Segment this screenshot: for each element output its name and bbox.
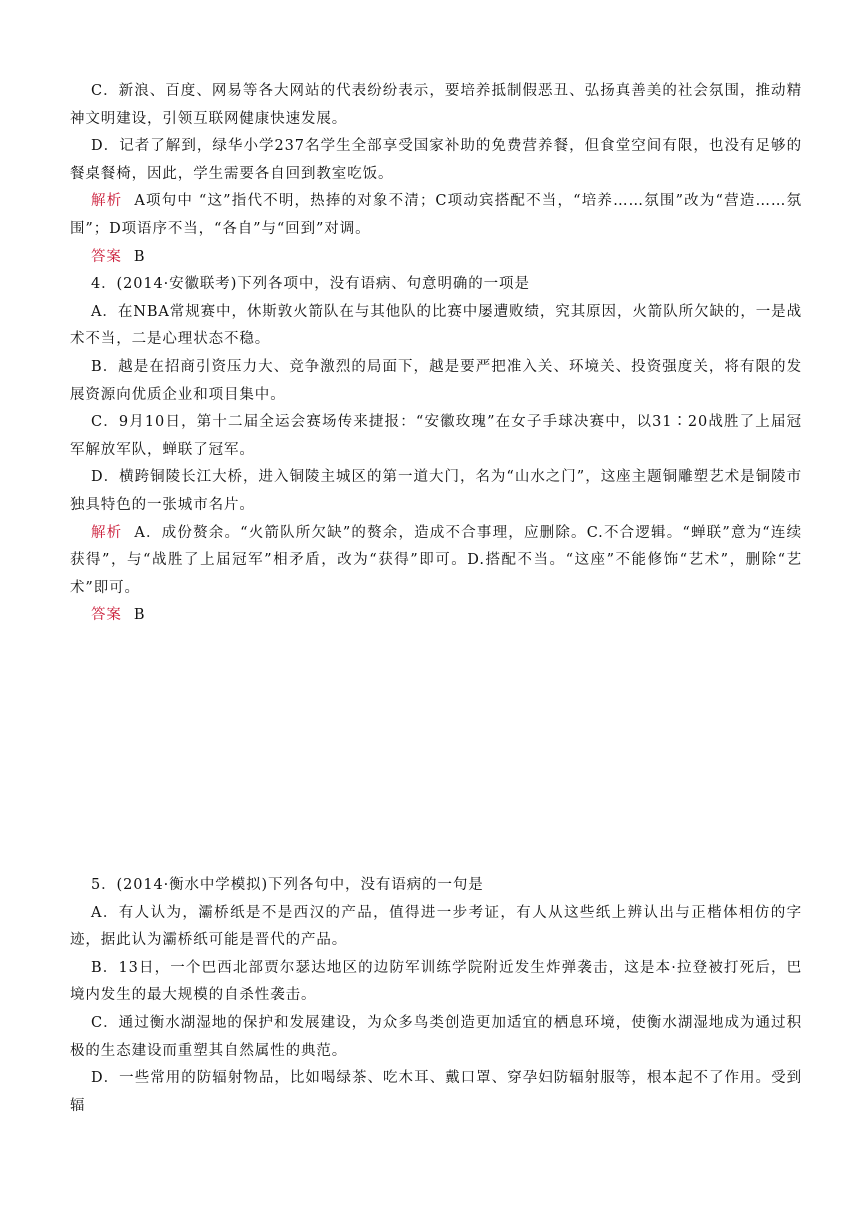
q4-analysis <box>70 520 802 603</box>
q3-analysis <box>70 188 802 243</box>
q4-option-b: B．越是在招商引资压力大、竞争激烈的局面下，越是要严把准入关、环境关、投资强度关，将有限的发展资源向优质企业和项目集中。 <box>70 358 802 403</box>
q4-answer-value: B <box>133 607 146 624</box>
lower-section <box>70 872 802 1120</box>
q3-answer-value: B <box>133 248 146 265</box>
q3-option-d: D．记者了解到，绿华小学237名学生全部享受国家补助的免费营养餐，但食堂空间有限，也没有足够的餐桌餐椅，因此，学生需要各自回到教室吃饭。 <box>70 138 802 182</box>
q5-option-c: C．通过衡水湖湿地的保护和发展建设，为众多鸟类创造更加适宜的栖息环境，使衡水湖湿地成为通过积极的生态建设而重塑其自然属性的典范。 <box>70 1014 802 1059</box>
q5-option-d: D．一些常用的防辐射物品，比如喝绿茶、吃木耳、戴口罩、穿孕妇防辐射服等，根本起不了作用。受到辐 <box>70 1070 802 1114</box>
q3-answer <box>70 244 802 272</box>
q4-answer-label: 答案 <box>91 607 122 624</box>
q3-analysis-label: 解析 <box>91 193 123 210</box>
q3-answer-label: 答案 <box>91 248 122 265</box>
upper-section <box>70 78 802 630</box>
q4-analysis-text: A．成份赘余。“火箭队所欠缺”的赘余，造成不合事理，应删除。C.不合逻辑。“蝉联”意为“连续获得”，与“战胜了上届冠军”相矛盾，改为“获得”即可。D.搭配不当。“这座”不能修饰“艺术”，删除“艺术”即可。 <box>70 524 802 596</box>
q3-analysis-text: A项句中 “这”指代不明，热捧的对象不清；C项动宾搭配不当，“培养……氛围”改为“营造……氛围”；D项语序不当，“各自”与“回到”对调。 <box>70 193 802 237</box>
q4-analysis-label: 解析 <box>91 524 123 541</box>
q5-stem: 5．(2014·衡水中学模拟)下列各句中，没有语病的一句是 <box>91 877 484 893</box>
q4-answer <box>70 602 802 630</box>
q4-option-a: A．在NBA常规赛中，休斯敦火箭队在与其他队的比赛中屡遭败绩，究其原因，火箭队所欠缺的，一是战术不当，二是心理状态不稳。 <box>70 303 802 348</box>
q3-option-c: C．新浪、百度、网易等各大网站的代表纷纷表示，要培养抵制假恶丑、弘扬真善美的社会氛围，推动精神文明建设，引领互联网健康快速发展。 <box>70 83 802 127</box>
q5-option-a: A．有人认为，灞桥纸是不是西汉的产品，值得进一步考证，有人从这些纸上辨认出与正楷体相仿的字迹，据此认为灞桥纸可能是晋代的产品。 <box>70 904 802 949</box>
q4-option-c: C．9月10日，第十二届全运会赛场传来捷报：“安徽玫瑰”在女子手球决赛中，以31∶20战胜了上届冠军解放军队，蝉联了冠军。 <box>70 414 802 458</box>
q5-option-b: B．13日，一个巴西北部贾尔瑟达地区的边防军训练学院附近发生炸弹袭击，这是本·拉登被打死后，巴境内发生的最大规模的自杀性袭击。 <box>70 959 802 1004</box>
q4-option-d: D．横跨铜陵长江大桥，进入铜陵主城区的第一道大门，名为“山水之门”，这座主题铜雕塑艺术是铜陵市独具特色的一张城市名片。 <box>70 469 802 513</box>
q4-stem: 4．(2014·安徽联考)下列各项中，没有语病、句意明确的一项是 <box>91 276 530 293</box>
